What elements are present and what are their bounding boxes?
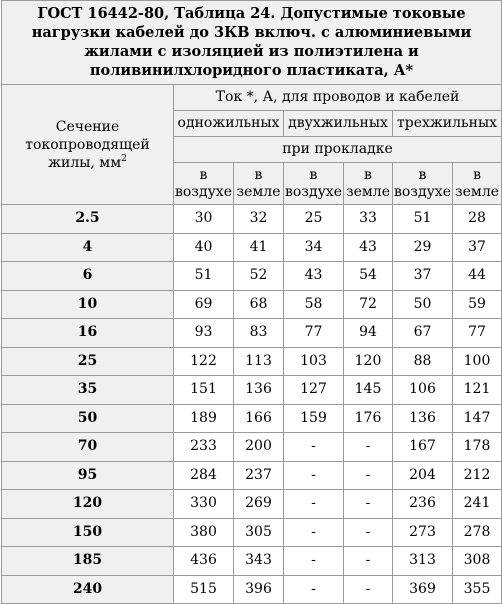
current-value-cell: 166 [234, 404, 284, 433]
section-cell: 16 [2, 319, 174, 348]
laying-header: при прокладке [174, 137, 502, 163]
current-value-cell: 343 [234, 547, 284, 576]
current-value-cell: 59 [453, 290, 502, 319]
current-value-cell: 122 [174, 347, 234, 376]
section-header [2, 85, 174, 205]
table-row [2, 404, 502, 433]
current-value-cell: 28 [453, 205, 502, 234]
current-value-cell: 100 [453, 347, 502, 376]
current-value-cell: 436 [174, 547, 234, 576]
current-value-cell: - [284, 547, 344, 576]
env-header-ground: в земле [234, 163, 284, 205]
current-value-cell: 77 [284, 319, 344, 348]
current-value-cell: 25 [284, 205, 344, 234]
current-value-cell: 51 [174, 262, 234, 291]
current-value-cell: 54 [344, 262, 393, 291]
section-cell: 2.5 [2, 205, 174, 234]
table-row [2, 490, 502, 519]
table-row [2, 319, 502, 348]
current-value-cell: 106 [393, 376, 453, 405]
current-value-cell: 313 [393, 547, 453, 576]
table-row [2, 547, 502, 576]
current-value-cell: 68 [234, 290, 284, 319]
current-value-cell: 305 [234, 518, 284, 547]
current-value-cell: 241 [453, 490, 502, 519]
env-header-ground: в земле [344, 163, 393, 205]
current-value-cell: 43 [344, 233, 393, 262]
current-value-cell: 159 [284, 404, 344, 433]
current-value-cell: 136 [234, 376, 284, 405]
current-value-cell: 369 [393, 575, 453, 604]
core-type-double: двухжильных [284, 111, 393, 137]
current-value-cell: 50 [393, 290, 453, 319]
current-value-cell: 52 [234, 262, 284, 291]
cable-current-table [1, 0, 502, 604]
current-value-cell: 34 [284, 233, 344, 262]
env-header-air: в воздухе [393, 163, 453, 205]
current-value-cell: 308 [453, 547, 502, 576]
current-value-cell: 58 [284, 290, 344, 319]
core-type-triple: трехжильных [393, 111, 502, 137]
table-row [2, 433, 502, 462]
current-value-cell: 29 [393, 233, 453, 262]
current-value-cell: 147 [453, 404, 502, 433]
current-value-cell: 189 [174, 404, 234, 433]
current-value-cell: 284 [174, 461, 234, 490]
section-cell: 50 [2, 404, 174, 433]
current-value-cell: - [284, 433, 344, 462]
section-cell: 4 [2, 233, 174, 262]
section-cell: 120 [2, 490, 174, 519]
current-header: Ток *, А, для проводов и кабелей [174, 85, 502, 111]
table-row [2, 290, 502, 319]
env-header-ground: в земле [453, 163, 502, 205]
current-value-cell: 380 [174, 518, 234, 547]
table-row [2, 575, 502, 604]
table-row [2, 205, 502, 234]
current-value-cell: 83 [234, 319, 284, 348]
current-value-cell: 167 [393, 433, 453, 462]
table-title: ГОСТ 16442-80, Таблица 24. Допустимые токовые нагрузки кабелей до 3КВ включ. с алюминиевыми жилами с изоляцией из полиэтилена и поливинилхлоридного пластиката, А* [2, 1, 502, 85]
current-value-cell: 44 [453, 262, 502, 291]
current-value-cell: - [284, 461, 344, 490]
table-row [2, 262, 502, 291]
current-value-cell: - [344, 490, 393, 519]
current-value-cell: - [344, 547, 393, 576]
table-row [2, 376, 502, 405]
current-value-cell: 77 [453, 319, 502, 348]
table-body [2, 205, 502, 604]
current-value-cell: - [344, 461, 393, 490]
section-cell: 150 [2, 518, 174, 547]
current-value-cell: 69 [174, 290, 234, 319]
current-value-cell: 37 [453, 233, 502, 262]
current-value-cell: 103 [284, 347, 344, 376]
current-value-cell: 113 [234, 347, 284, 376]
current-value-cell: - [344, 433, 393, 462]
current-value-cell: 151 [174, 376, 234, 405]
current-value-cell: - [284, 575, 344, 604]
current-value-cell: 67 [393, 319, 453, 348]
current-value-cell: - [344, 518, 393, 547]
current-value-cell: - [284, 518, 344, 547]
current-value-cell: 41 [234, 233, 284, 262]
env-header-air: в воздухе [284, 163, 344, 205]
current-value-cell: 212 [453, 461, 502, 490]
current-value-cell: 33 [344, 205, 393, 234]
current-value-cell: 43 [284, 262, 344, 291]
current-value-cell: 273 [393, 518, 453, 547]
section-cell: 95 [2, 461, 174, 490]
section-cell: 70 [2, 433, 174, 462]
section-cell: 185 [2, 547, 174, 576]
current-value-cell: 127 [284, 376, 344, 405]
cable-current-table-container [1, 0, 501, 604]
current-value-cell: 121 [453, 376, 502, 405]
current-value-cell: 237 [234, 461, 284, 490]
current-value-cell: 200 [234, 433, 284, 462]
section-cell: 35 [2, 376, 174, 405]
table-row [2, 233, 502, 262]
current-value-cell: 178 [453, 433, 502, 462]
current-value-cell: 72 [344, 290, 393, 319]
current-value-cell: 204 [393, 461, 453, 490]
section-cell: 25 [2, 347, 174, 376]
current-value-cell: 32 [234, 205, 284, 234]
current-value-cell: 176 [344, 404, 393, 433]
section-cell: 6 [2, 262, 174, 291]
current-value-cell: 269 [234, 490, 284, 519]
current-value-cell: - [284, 490, 344, 519]
current-value-cell: 233 [174, 433, 234, 462]
current-value-cell: 136 [393, 404, 453, 433]
current-value-cell: 330 [174, 490, 234, 519]
current-value-cell: 278 [453, 518, 502, 547]
current-value-cell: 515 [174, 575, 234, 604]
section-header-label: Сечение токопроводящей жилы, мм [25, 118, 150, 171]
current-value-cell: - [344, 575, 393, 604]
current-value-cell: 51 [393, 205, 453, 234]
current-value-cell: 30 [174, 205, 234, 234]
table-row [2, 347, 502, 376]
current-value-cell: 37 [393, 262, 453, 291]
table-row [2, 461, 502, 490]
section-cell: 10 [2, 290, 174, 319]
current-value-cell: 236 [393, 490, 453, 519]
section-cell: 240 [2, 575, 174, 604]
current-value-cell: 93 [174, 319, 234, 348]
env-header-air: в воздухе [174, 163, 234, 205]
core-type-single: одножильных [174, 111, 284, 137]
current-value-cell: 355 [453, 575, 502, 604]
current-value-cell: 88 [393, 347, 453, 376]
current-value-cell: 94 [344, 319, 393, 348]
table-row [2, 518, 502, 547]
current-value-cell: 396 [234, 575, 284, 604]
current-value-cell: 40 [174, 233, 234, 262]
current-value-cell: 120 [344, 347, 393, 376]
current-value-cell: 145 [344, 376, 393, 405]
section-header-unit-sup: 2 [121, 153, 127, 164]
